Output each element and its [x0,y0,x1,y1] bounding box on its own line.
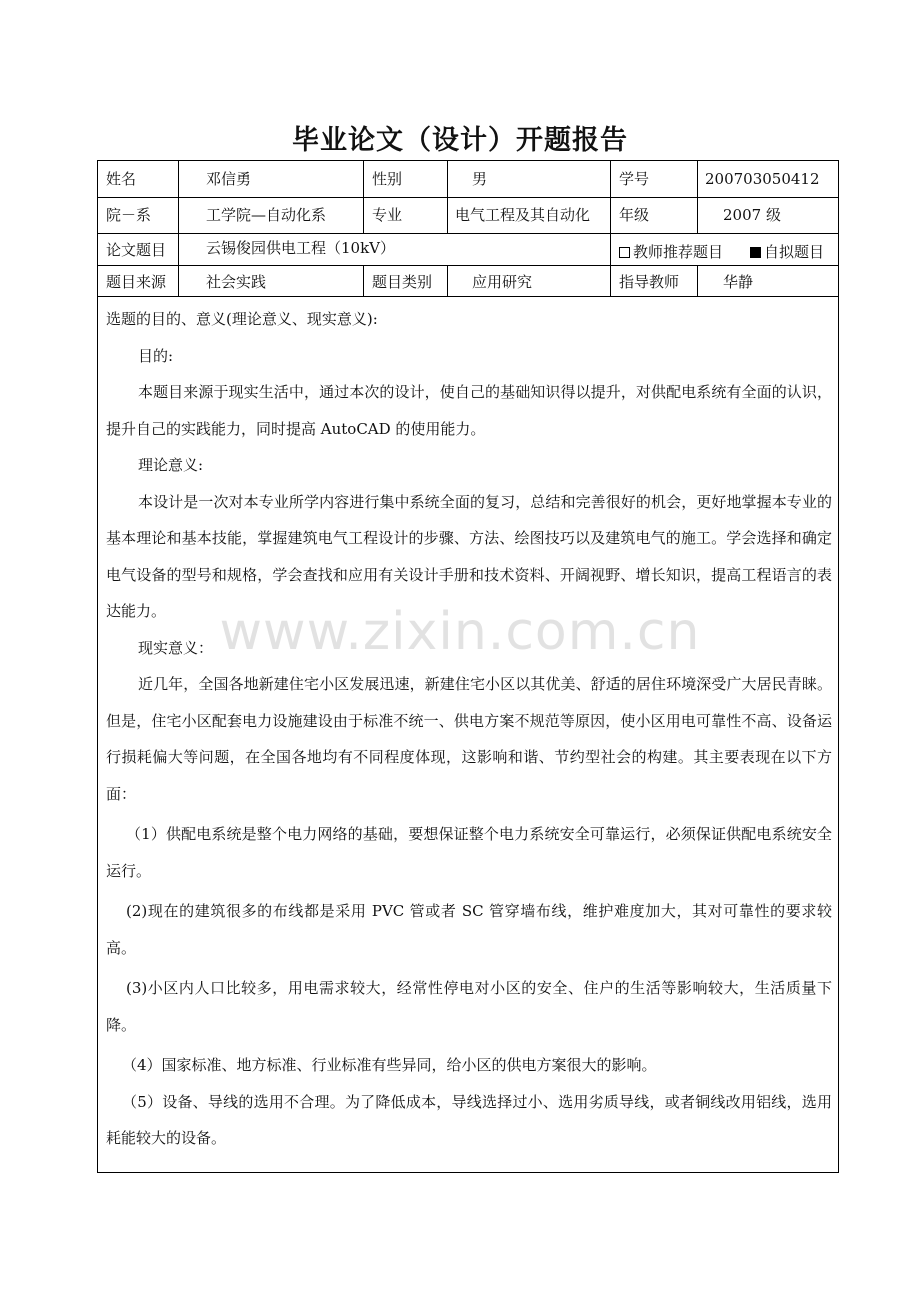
student-id-value: 200703050412 [705,170,820,188]
section-heading: 选题的目的、意义(理论意义、现实意义): [106,310,378,328]
topic-label: 论文题目 [106,241,167,259]
row-divider [98,265,838,266]
grade-label: 年级 [619,206,650,224]
option-teacher-recommended[interactable]: 教师推荐题目 [619,242,723,262]
page-title: 毕业论文（设计）开题报告 [292,125,628,156]
filled-checkbox-icon [750,247,761,258]
col-divider [697,265,698,296]
topic-value: 云锡俊园供电工程（10kV） [206,239,396,257]
category-label: 题目类别 [372,273,433,291]
purpose-paragraph: 本题目来源于现实生活中，通过本次的设计，使自己的基础知识得以提升，对供配电系统有全面的认识，提升自己的实践能力，同时提高 AutoCAD 的使用能力。 [106,383,832,438]
practical-label: 现实意义： [138,638,214,657]
student-id-label: 学号 [619,170,650,188]
col-divider [363,161,364,233]
col-divider [447,161,448,233]
col-divider [447,265,448,296]
col-divider [697,161,698,233]
name-label: 姓名 [106,170,137,188]
department-label: 院－系 [106,206,152,224]
name-value: 邓信勇 [206,170,252,188]
empty-checkbox-icon [619,247,630,258]
source-value: 社会实践 [206,273,267,291]
category-value: 应用研究 [472,273,533,291]
source-label: 题目来源 [106,273,167,291]
major-value: 电气工程及其自动化 [455,206,591,224]
major-label: 专业 [372,206,403,224]
point-5: （5）设备、导线的选用不合理。为了降低成本，导线选择过小、选用劣质导线，或者铜线改用铝线，选用耗能较大的设备。 [106,1092,832,1147]
row-divider [98,296,838,297]
gender-label: 性别 [372,170,403,188]
row-divider [98,197,838,198]
theory-paragraph: 本设计是一次对本专业所学内容进行集中系统全面的复习，总结和完善很好的机会，更好地掌握本专业的基本理论和基本技能，掌握建筑电气工程设计的步骤、方法、绘图技巧以及建筑电气的施工。学会选择和确定电气设备的型号和规格，学会查找和应用有关设计手册和技术资料、开阔视野、增长知识，提高工程语言的表达能力。 [106,492,832,620]
theory-label: 理论意义: [138,456,204,474]
option-self-proposed[interactable]: 自拟题目 [750,242,824,262]
watermark: www.zixin.com.cn [219,602,701,662]
col-divider [178,161,179,296]
practical-paragraph: 近几年，全国各地新建住宅小区发展迅速，新建住宅小区以其优美、舒适的居住环境深受广大居民青睐。但是，住宅小区配套电力设施建设由于标准不统一、供电方案不规范等原因，使小区用电可靠性不高、设备运行损耗偏大等问题，在全国各地均有不同程度体现，这影响和谐、节约型社会的构建。其主要表现在以下方面： [106,675,832,803]
point-1: （1）供配电系统是整个电力网络的基础，要想保证整个电力系统安全可靠运行，必须保证供配电系统安全运行。 [106,825,832,880]
col-divider [363,265,364,296]
advisor-value: 华静 [723,273,754,291]
grade-value: 2007 级 [723,206,781,224]
gender-value: 男 [472,170,488,188]
department-value: 工学院—自动化系 [206,206,327,224]
col-divider [610,161,611,296]
proposal-body [106,301,832,1157]
purpose-label: 目的: [138,346,174,365]
point-2: (2)现在的建筑很多的布线都是采用 PVC 管或者 SC 管穿墙布线，维护难度加大，其对可靠性的要求较高。 [106,902,832,957]
row-divider [98,233,838,234]
advisor-label: 指导教师 [619,273,680,291]
point-3: (3)小区内人口比较多，用电需求较大，经常性停电对小区的安全、住户的生活等影响较大，生活质量下降。 [106,979,832,1034]
point-4: （4）国家标准、地方标准、行业标准有些异同，给小区的供电方案很大的影响。 [122,1056,657,1074]
proposal-form [97,160,839,1173]
